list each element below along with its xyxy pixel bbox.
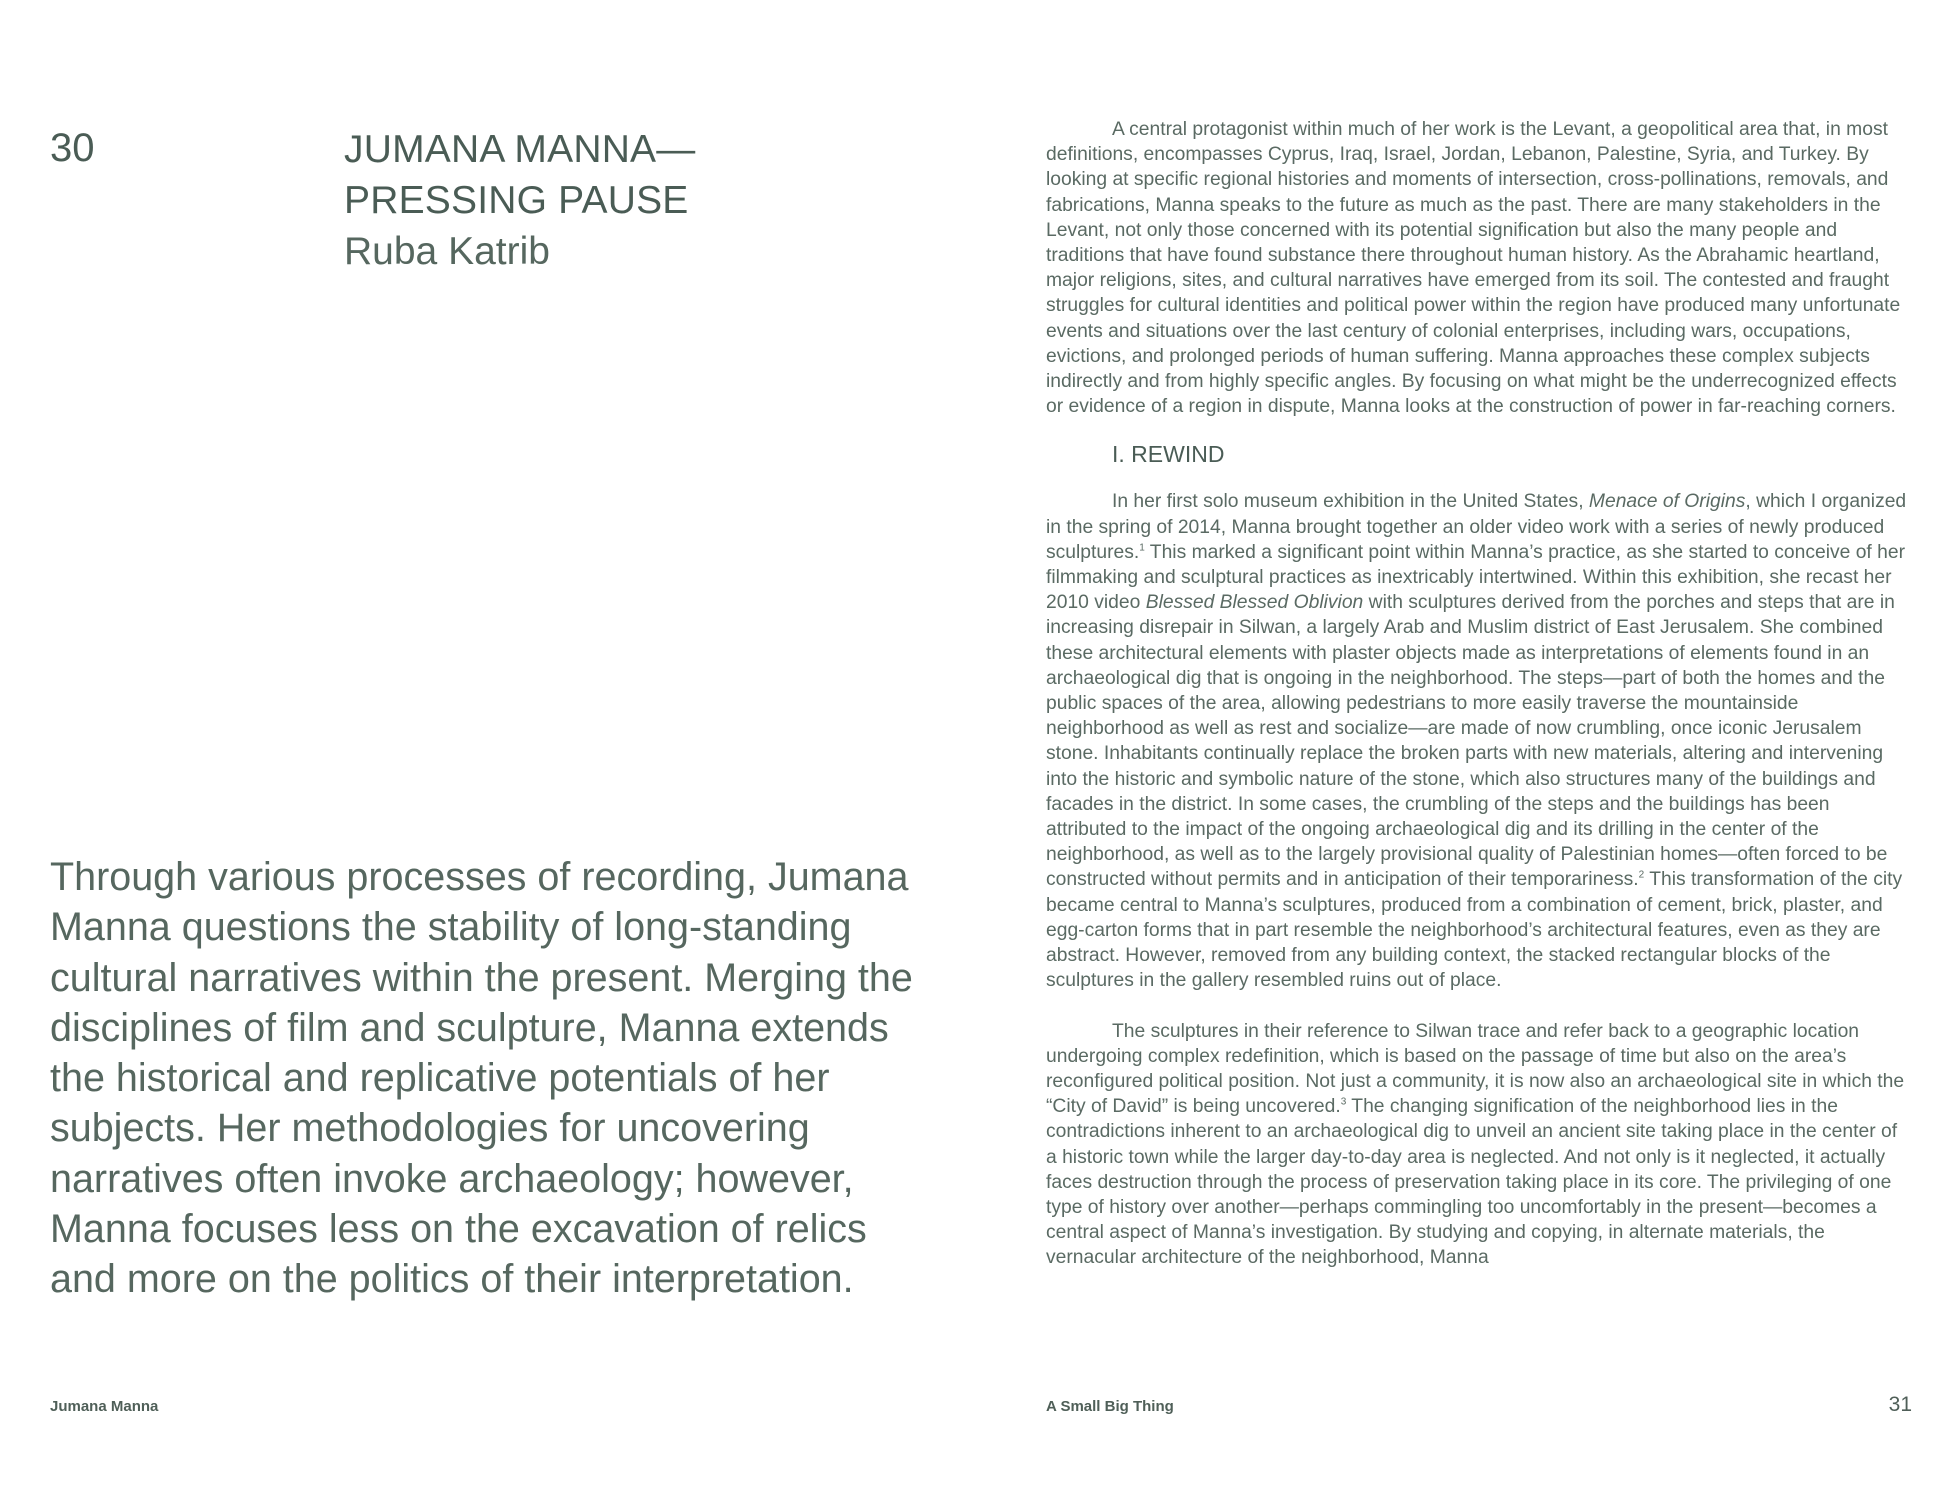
text-span: This transformation of the city became central to Manna’s sculptures, produced from a combination of cement, brick, plaster, and egg-carton forms that in part resemble the neighborhood’s architectural features, even as they are abstract. However, removed from any building context, the stacked rectangular blocks of the sculptures in the gallery resembled ruins out of place. <box>1046 869 1903 992</box>
text-span: The sculptures in their reference to Silwan trace and refer back to a geographic location undergoing complex redefinition, which is based on the passage of time but also on the area’s reconfigured political position. Not just a community, it is now also an archaeological site in which the “City of David” is being uncovered. <box>1046 1020 1905 1118</box>
page-number-right: 31 <box>1888 1393 1912 1416</box>
pull-quote: Through various processes of recording, Jumana Manna questions the stability of long-standing cultural narratives within the present. Merging the disciplines of film and sculpture, Manna extends the historical and replicative potentials of her subjects. Her methodologies for uncovering narratives often invoke archaeology; however, Manna focuses less on the excavation of relics and more on the politics of their interpretation. <box>50 855 913 1302</box>
text-span: , which I organized in the spring of 2014, Manna brought together an older video work with a series of newly produced sculptures. <box>1046 491 1907 563</box>
work-title: Menace of Origins <box>1588 491 1746 513</box>
title-line-2: PRESSING PAUSE <box>344 179 689 222</box>
text-span: In her first solo museum exhibition in the United States, <box>1112 491 1589 513</box>
footnote-marker: 2 <box>1638 870 1645 882</box>
section-heading: I. REWIND <box>1112 441 1225 468</box>
running-footer-left: Jumana Manna <box>50 1398 159 1415</box>
title-line-1: JUMANA MANNA— <box>344 128 696 171</box>
intro-paragraph: A central protagonist within much of her work is the Levant, a geopolitical area that, in most definitions, encompasses Cyprus, Iraq, Israel, Jordan, Lebanon, Palestine, Syria, and Turkey. By looking at specific regional histories and moments of intersection, cross-pollinations, removals, and fabrications, Manna speaks to the future as much as the past. There are many stakeholders in the Levant, not only those concerned with its potential signification but also the many people and traditions that have found substance there throughout human history. As the Abrahamic heartland, major religions, sites, and cultural narratives have emerged from its soil. The contested and fraught struggles for cultural identities and political power within the region have produced many unfortunate events and situations over the last century of colonial enterprises, including wars, occupations, evictions, and prolonged periods of human suffering. Manna approaches these complex subjects indirectly and from highly specific angles. By focusing on what might be the underrecognized effects or evidence of a region in dispute, Manna looks at the construction of power in far-reaching corners. <box>1046 119 1901 418</box>
body-text <box>1046 117 1911 1271</box>
title-block <box>344 124 695 277</box>
author-name: Ruba Katrib <box>344 230 550 273</box>
footnote-marker: 1 <box>1139 542 1145 554</box>
running-footer-right: A Small Big Thing <box>1046 1398 1174 1415</box>
right-page <box>971 0 1942 1500</box>
page-number-left: 30 <box>50 126 95 170</box>
paragraph-rewind-2 <box>1046 1019 1911 1271</box>
text-span: This marked a significant point within Manna’s practice, as she started to conceive of her filmmaking and sculptural practices as inextricably intertwined. Within this exhibition, she recast her 2010 video <box>1046 541 1906 614</box>
work-title: Blessed Blessed Oblivion <box>1145 592 1364 614</box>
paragraph-rewind-1 <box>1046 489 1911 993</box>
footnote-marker: 3 <box>1340 1096 1347 1108</box>
text-span: The changing signification of the neighborhood lies in the contradictions inherent to an archaeological dig to unveil an ancient site taking place in the center of a historic town while the larger day-to-day area is neglected. And not only is it neglected, it actually faces destruction through the process of preservation taking place in its core. The privileging of one type of history over another—perhaps commingling too uncomfortably in the present—becomes a central aspect of Manna’s investigation. By studying and copying, in alternate materials, the vernacular architecture of the neighborhood, Manna <box>1046 1096 1898 1269</box>
text-span: with sculptures derived from the porches and steps that are in increasing disrepair in Silwan, a largely Arab and Muslim district of East Jerusalem. She combined these architectural elements with plaster objects made as interpretations of elements found in an archaeological dig that is ongoing in the neighborhood. The steps—part of both the homes and the public spaces of the area, allowing pedestrians to more easily traverse the mountainside neighborhood as well as rest and socialize—are made of now crumbling, once iconic Jerusalem stone. Inhabitants continually replace the broken parts with new materials, altering and intervening into the historic and symbolic nature of the stone, which also structures many of the buildings and facades in the district. In some cases, the crumbling of the steps and the buildings has been attributed to the impact of the ongoing archaeological dig and its drilling in the center of the neighborhood, as well as to the largely provisional quality of Palestinian homes—often forced to be constructed without permits and in anticipation of their temporariness. <box>1046 592 1895 891</box>
